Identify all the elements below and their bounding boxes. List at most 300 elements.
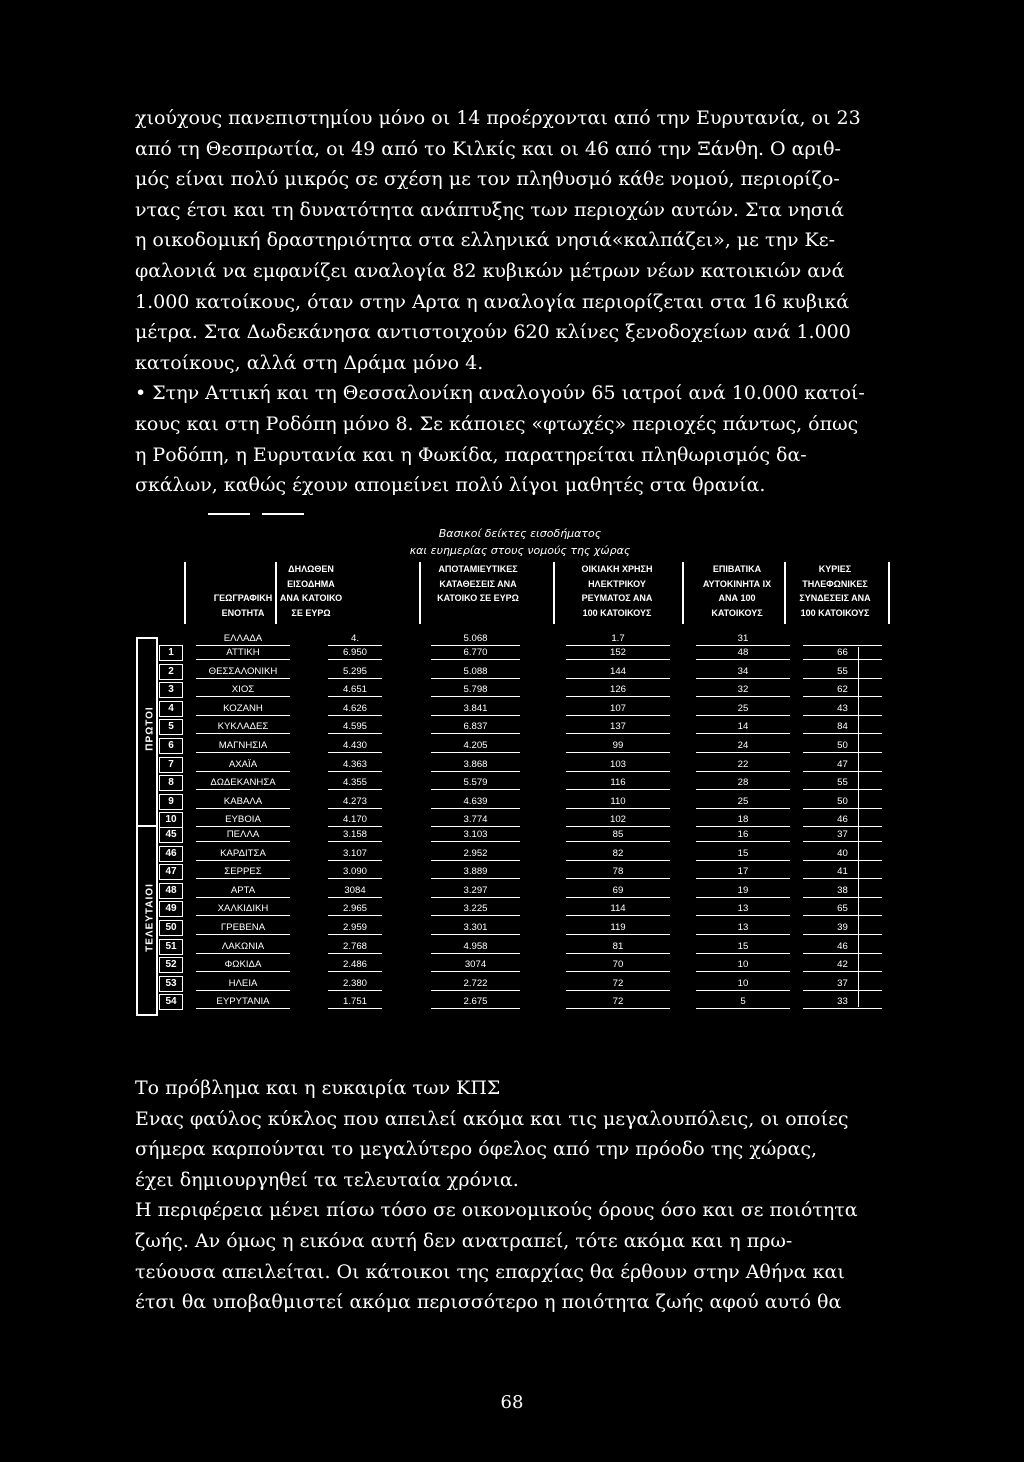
cell-underline — [328, 771, 382, 772]
cell-phones: 40 — [837, 847, 848, 859]
first-group-label: ΠΡΩΤΟΙ — [144, 706, 156, 751]
table-row — [140, 719, 870, 734]
cell-underline — [803, 789, 882, 790]
text-line: έτσι θα υποβαθμιστεί ακόμα περισσότερο η ποιότητα ζωής αφού αυτό θα — [135, 1291, 842, 1314]
table-row — [140, 939, 870, 954]
cell-income: 3084 — [344, 884, 366, 896]
rank-number: 4 — [159, 701, 183, 717]
cell-underline — [566, 934, 670, 935]
column-header-line: ΕΙΣΟΔΗΜΑ — [287, 578, 335, 589]
cell-income: 2.486 — [342, 959, 367, 971]
body-text-bottom — [135, 1073, 880, 1318]
cell-underline — [196, 990, 290, 991]
cell-underline — [431, 934, 520, 935]
cell-phones: 37 — [837, 977, 848, 989]
text-line: σκάλων, καθώς έχουν απομείνει πολύ λίγοι μαθητές στα θρανία. — [135, 474, 766, 497]
cell-underline — [196, 808, 290, 809]
rank-number: 3 — [159, 682, 183, 698]
cell-underline — [566, 878, 670, 879]
cell-cars: 5 — [740, 996, 746, 1008]
cell-electricity: 99 — [612, 740, 624, 751]
cell-underline — [431, 915, 520, 916]
cell-phones: 41 — [837, 866, 848, 878]
cell-cars: 19 — [737, 884, 749, 896]
cell-underline — [696, 678, 790, 679]
column-header-line: ΗΛΕΚΤΡΙΚΟΥ — [588, 578, 646, 589]
cell-underline — [566, 696, 670, 697]
rank-number: 10 — [159, 812, 183, 828]
rank-number: 1 — [159, 645, 183, 661]
cell-underline — [566, 752, 670, 753]
cell-savings: 2.952 — [463, 847, 488, 859]
rank-number: 6 — [159, 738, 183, 754]
rank-number: 8 — [159, 775, 183, 791]
rank-number: 53 — [159, 976, 183, 992]
column-header — [422, 562, 534, 606]
cell-underline — [196, 678, 290, 679]
cell-electricity: 85 — [612, 829, 624, 840]
cell-name: ΔΩΔΕΚΑΝΗΣΑ — [210, 777, 276, 789]
cell-savings: 3.889 — [463, 866, 488, 878]
cell-underline — [696, 934, 790, 935]
table-row — [140, 846, 870, 861]
column-divider — [682, 562, 684, 624]
text-line: η Ροδόπη, η Ευρυτανία και η Φωκίδα, παρατηρείται πληθωρισμός δα- — [135, 443, 807, 466]
cell-electricity: 107 — [609, 702, 626, 714]
cell-underline — [196, 752, 290, 753]
cell-cars: 25 — [737, 795, 749, 807]
cell-underline — [803, 678, 882, 679]
cell-income: 4.626 — [342, 702, 367, 714]
table-row — [140, 701, 870, 716]
cell-underline — [328, 990, 382, 991]
column-header-line: ΣΥΝΔΕΣΕΙΣ ΑΝΑ — [799, 593, 871, 603]
column-header-line: ΓΕΩΓΡΑΦΙΚΗ — [213, 593, 273, 603]
cell-electricity: 82 — [612, 847, 624, 859]
column-header-line: 100 ΚΑΤΟΙΚΟΥΣ — [800, 607, 870, 618]
cell-underline — [803, 971, 882, 972]
cell-name: ΛΑΚΩΝΙΑ — [221, 940, 265, 952]
page-number: 68 — [500, 1392, 524, 1413]
cell-phones: 46 — [837, 814, 848, 826]
cell-underline — [328, 897, 382, 898]
total-row — [140, 631, 870, 646]
text-line: μός είναι πολύ μικρός σε σχέση με τον πληθυσμό κάθε νομού, περιορίζο- — [135, 168, 840, 191]
cell-phones: 84 — [837, 721, 848, 733]
cell-underline — [431, 733, 520, 734]
cell-underline — [328, 678, 382, 679]
cell-underline — [328, 808, 382, 809]
cell-underline — [431, 771, 520, 772]
cell-cars: 10 — [737, 977, 749, 989]
cell-income: 2.768 — [342, 940, 367, 952]
cell-name: ΚΑΒΑΛΑ — [223, 795, 263, 807]
column-header-line: ΑΝΑ ΚΑΤΟΙΚΟ — [279, 593, 343, 603]
cell-underline — [696, 752, 790, 753]
cell-income: 4.170 — [342, 814, 367, 826]
cell-phones: 42 — [837, 959, 848, 971]
column-header — [685, 562, 789, 620]
cell-underline — [803, 953, 882, 954]
cell-cars: 17 — [737, 866, 749, 878]
cell-underline — [566, 678, 670, 679]
cell-income: 6.950 — [342, 647, 367, 658]
text-line: έχει δημιουργηθεί τα τελευταία χρόνια. — [135, 1168, 519, 1191]
cell-name: ΕΥΡΥΤΑΝΙΑ — [216, 996, 270, 1008]
table-row — [140, 864, 870, 879]
cell-underline — [566, 971, 670, 972]
text-line: σήμερα καρπούνται το μεγαλύτερο όφελος από την πρόοδο της χώρας, — [135, 1138, 818, 1161]
cell-savings: 3.774 — [463, 814, 488, 826]
cell-savings: 2.722 — [463, 977, 488, 989]
cell-underline — [696, 990, 790, 991]
cell-underline — [431, 860, 520, 861]
cell-underline — [696, 808, 790, 809]
rank-number: 49 — [159, 901, 183, 917]
cell-underline — [328, 696, 382, 697]
cell-savings: 5.798 — [463, 684, 488, 696]
cell-electricity: 144 — [609, 665, 626, 677]
cell-name: ΧΙΟΣ — [231, 684, 255, 696]
cell-savings: 6.770 — [463, 647, 488, 658]
column-header-line: ΣΕ ΕΥΡΩ — [291, 607, 331, 618]
table-row — [140, 775, 870, 790]
cell-underline — [803, 841, 882, 842]
cell-underline — [566, 897, 670, 898]
cell-phones: 50 — [837, 795, 848, 807]
text-line: μέτρα. Στα Δωδεκάνησα αντιστοιχούν 620 κλίνες ξενοδοχείων ανά 1.000 — [135, 321, 851, 344]
cell-underline — [696, 771, 790, 772]
text-line: ντας έτσι και τη δυνατότητα ανάπτυξης των περιοχών αυτών. Στα νησιά — [135, 198, 844, 221]
cell-underline — [803, 715, 882, 716]
table-row — [140, 757, 870, 772]
text-line: από τη Θεσπρωτία, οι 49 από το Κιλκίς και οι 46 από την Ξάνθη. Ο αριθ- — [135, 137, 841, 160]
rank-number: 45 — [159, 827, 183, 843]
cell-underline — [328, 841, 382, 842]
cell-underline — [196, 971, 290, 972]
column-header-line: ΚΥΡΙΕΣ — [818, 564, 852, 574]
rank-number: 48 — [159, 883, 183, 899]
column-divider — [419, 562, 421, 624]
cell-underline — [803, 752, 882, 753]
table-row — [140, 901, 870, 916]
cell-underline — [566, 1008, 670, 1009]
column-divider — [888, 562, 890, 624]
column-divider — [553, 562, 555, 624]
table-row — [140, 645, 870, 660]
cell-electricity: 78 — [612, 866, 624, 878]
cell-underline — [196, 733, 290, 734]
cell-electricity: 137 — [609, 721, 626, 733]
text-line: η οικοδομική δραστηριότητα στα ελληνικά νησιά«καλπάζει», με την Κε- — [135, 229, 835, 252]
column-header-line: ΚΑΤΟΙΚΟΥΣ — [711, 607, 763, 618]
cell-cars: 13 — [737, 903, 749, 915]
cell-underline — [328, 878, 382, 879]
table-row — [140, 812, 870, 827]
cell-cars: 32 — [737, 684, 749, 696]
cell-name: ΑΤΤΙΚΗ — [226, 647, 260, 658]
cell-underline — [328, 915, 382, 916]
cell-phones: 55 — [837, 777, 848, 789]
cell-underline — [196, 771, 290, 772]
cell-income: 3.090 — [342, 866, 367, 878]
column-header-line: ΑΝΑ 100 — [718, 593, 756, 603]
table-row — [140, 920, 870, 935]
cell-underline — [431, 752, 520, 753]
cell-electricity: 103 — [609, 758, 626, 770]
rank-number: 52 — [159, 957, 183, 973]
cell-underline — [696, 1008, 790, 1009]
column-divider — [184, 562, 186, 624]
cell-underline — [328, 1008, 382, 1009]
cell-underline — [566, 990, 670, 991]
cell-electricity: 70 — [612, 959, 624, 971]
cell-savings: 3.301 — [463, 922, 488, 933]
cell-underline — [803, 771, 882, 772]
cell-underline — [803, 696, 882, 697]
text-line: 1.000 κατοίκους, όταν στην Αρτα η αναλογία περιορίζεται στα 16 κυβικά — [135, 290, 850, 313]
cell-underline — [431, 953, 520, 954]
cell-phones: 47 — [837, 758, 848, 770]
cell-underline — [696, 878, 790, 879]
column-header-line: ΚΑΤΑΘΕΣΕΙΣ ΑΝΑ — [439, 578, 517, 589]
table-row — [140, 883, 870, 898]
cell-savings: 4.205 — [463, 740, 488, 751]
cell-underline — [566, 771, 670, 772]
cell-underline — [196, 659, 290, 660]
cell-electricity: 69 — [612, 884, 624, 896]
cell-underline — [696, 953, 790, 954]
cell-income: 4.363 — [342, 758, 367, 770]
cell-underline — [196, 934, 290, 935]
cell-underline — [196, 715, 290, 716]
cell-name: ΦΩΚΙΔΑ — [224, 959, 262, 971]
cell-underline — [431, 990, 520, 991]
cell-underline — [566, 860, 670, 861]
cell-income: 4.430 — [342, 740, 367, 751]
cell-underline — [328, 934, 382, 935]
text-line: κους και στη Ροδόπη μόνο 8. Σε κάποιες «φτωχές» περιοχές πάντως, όπως — [135, 412, 859, 435]
column-header-line: ΔΗΛΩΘΕΝ — [288, 564, 334, 574]
cell-income: 4.595 — [342, 721, 367, 733]
cell-underline — [696, 715, 790, 716]
cell-underline — [696, 733, 790, 734]
cell-underline — [803, 860, 882, 861]
decorative-dash — [262, 513, 304, 515]
cell-phones: 50 — [837, 740, 848, 751]
cell-underline — [803, 733, 882, 734]
cell-income: 4.273 — [342, 795, 367, 807]
cell-underline — [328, 659, 382, 660]
cell-underline — [328, 789, 382, 790]
cell-underline — [696, 841, 790, 842]
cell-income: 1.751 — [342, 996, 367, 1008]
cell-electricity: 72 — [612, 996, 624, 1008]
cell-savings: 6.837 — [463, 721, 488, 733]
column-header-line: ΡΕΥΜΑΤΟΣ ΑΝΑ — [581, 593, 653, 603]
cell-cars: 15 — [737, 847, 749, 859]
cell-underline — [196, 789, 290, 790]
cell-savings: 4.958 — [463, 940, 488, 952]
cell-underline — [196, 841, 290, 842]
cell-underline — [328, 860, 382, 861]
cell-phones: 37 — [837, 829, 848, 840]
cell-savings: 3.297 — [463, 884, 488, 896]
cell-underline — [566, 733, 670, 734]
cell-income: 4.355 — [342, 777, 367, 789]
table-subtitle: και ευημερίας στους νομούς της χώρας — [409, 544, 631, 557]
rank-number: 54 — [159, 994, 183, 1010]
column-header-line: ΕΠΙΒΑΤΙΚΑ — [712, 564, 762, 574]
cell-phones: 38 — [837, 884, 848, 896]
column-header-line: ΟΙΚΙΑΚΗ ΧΡΗΣΗ — [581, 564, 653, 574]
cell-phones: 65 — [837, 903, 848, 915]
cell-name: ΚΟΖΑΝΗ — [223, 702, 263, 714]
cell-underline — [328, 971, 382, 972]
cell-cars: 48 — [737, 647, 749, 658]
table-title: Βασικοί δείκτες εισοδήματος — [438, 527, 602, 540]
cell-income: 4. — [350, 633, 359, 644]
cell-name: ΑΧΑΪΑ — [228, 758, 258, 770]
cell-phones: 33 — [837, 996, 848, 1008]
cell-cars: 34 — [737, 665, 749, 677]
rank-number: 50 — [159, 920, 183, 936]
cell-underline — [566, 915, 670, 916]
cell-phones: 46 — [837, 940, 848, 952]
rank-number: 7 — [159, 757, 183, 773]
cell-income: 2.965 — [342, 903, 367, 915]
cell-name: ΧΑΛΚΙΔΙΚΗ — [217, 903, 269, 915]
cell-savings: 4.639 — [463, 795, 488, 807]
cell-electricity: 119 — [610, 922, 626, 933]
table-row — [140, 994, 870, 1009]
cell-underline — [696, 789, 790, 790]
text-line: • Στην Αττική και τη Θεσσαλονίκη αναλογούν 65 ιατροί ανά 10.000 κατοί- — [135, 382, 865, 405]
cell-underline — [803, 1008, 882, 1009]
table-right-edge — [858, 647, 859, 1007]
cell-income: 2.959 — [342, 922, 367, 933]
cell-savings: 3.225 — [463, 903, 488, 915]
cell-underline — [566, 808, 670, 809]
cell-name: ΣΕΡΡΕΣ — [224, 866, 262, 878]
rank-number: 9 — [159, 794, 183, 810]
column-header — [275, 562, 347, 620]
cell-electricity: 81 — [612, 940, 624, 952]
rank-number: 46 — [159, 846, 183, 862]
cell-savings: 3074 — [464, 959, 487, 971]
column-header-line: ΑΠΟΤΑΜΙΕΥΤΙΚΕΣ — [438, 564, 518, 574]
cell-underline — [431, 659, 520, 660]
cell-cars: 14 — [737, 721, 749, 733]
column-divider — [275, 562, 277, 624]
cell-underline — [196, 860, 290, 861]
cell-savings: 5.068 — [463, 633, 488, 644]
cell-electricity: 126 — [609, 684, 626, 696]
cell-underline — [566, 953, 670, 954]
decorative-dash — [208, 513, 250, 515]
section-heading: Το πρόβλημα και η ευκαιρία των ΚΠΣ — [135, 1077, 501, 1099]
rank-number: 51 — [159, 939, 183, 955]
column-header — [558, 562, 676, 620]
cell-cars: 10 — [737, 959, 749, 971]
cell-underline — [696, 860, 790, 861]
cell-underline — [566, 789, 670, 790]
text-line: τεύουσα απειλείται. Οι κάτοικοι της επαρχίας θα έρθουν στην Αθήνα και — [135, 1260, 845, 1283]
cell-underline — [328, 752, 382, 753]
cell-phones: 43 — [837, 702, 848, 714]
column-divider — [784, 562, 786, 624]
cell-name: ΑΡΤΑ — [230, 884, 256, 896]
cell-underline — [196, 897, 290, 898]
cell-income: 5.295 — [342, 665, 367, 677]
cell-underline — [431, 696, 520, 697]
cell-electricity: 114 — [610, 903, 626, 915]
rank-number: 47 — [159, 864, 183, 880]
text-line: ζωής. Αν όμως η εικόνα αυτή δεν ανατραπεί, τότε ακόμα και η πρω- — [135, 1229, 793, 1252]
table-row — [140, 738, 870, 753]
text-line: Ενας φαύλος κύκλος που απειλεί ακόμα και τις μεγαλουπόλεις, οι οποίες — [135, 1107, 849, 1130]
cell-underline — [196, 953, 290, 954]
cell-income: 3.158 — [342, 829, 367, 840]
cell-underline — [803, 808, 882, 809]
cell-electricity: 1.7 — [611, 633, 625, 644]
cell-name: ΚΥΚΛΑΔΕΣ — [217, 721, 269, 733]
cell-underline — [803, 897, 882, 898]
cell-cars: 18 — [737, 814, 749, 826]
cell-savings: 3.841 — [463, 702, 488, 714]
cell-cars: 28 — [737, 777, 749, 789]
column-header-line: ΕΝΟΤΗΤΑ — [221, 607, 265, 618]
cell-phones: 62 — [837, 684, 848, 696]
cell-income: 3.107 — [342, 847, 367, 859]
column-header-line: ΑΥΤΟΚΙΝΗΤΑ ΙΧ — [702, 578, 772, 589]
cell-underline — [431, 878, 520, 879]
cell-underline — [328, 715, 382, 716]
text-line: κατοίκους, αλλά στη Δράμα μόνο 4. — [135, 351, 484, 374]
cell-underline — [431, 971, 520, 972]
cell-electricity: 72 — [612, 977, 624, 989]
table-row — [140, 664, 870, 679]
cell-underline — [431, 841, 520, 842]
cell-electricity: 152 — [609, 647, 626, 658]
table-row — [140, 957, 870, 972]
column-header-line: ΤΗΛΕΦΩΝΙΚΕΣ — [802, 578, 868, 589]
cell-underline — [696, 971, 790, 972]
cell-electricity: 116 — [610, 777, 626, 789]
cell-underline — [566, 715, 670, 716]
text-line: φαλονιά να εμφανίζει αναλογία 82 κυβικών μέτρων νέων κατοικιών ανά — [135, 259, 845, 282]
cell-underline — [431, 1008, 520, 1009]
cell-savings: 3.103 — [463, 829, 488, 840]
column-header-line: 100 ΚΑΤΟΙΚΟΥΣ — [582, 607, 652, 618]
cell-income: 4.651 — [342, 684, 367, 696]
cell-underline — [803, 934, 882, 935]
cell-electricity: 102 — [609, 814, 626, 826]
text-line: χιούχους πανεπιστημίου μόνο οι 14 προέρχονται από την Ευρυτανία, οι 23 — [135, 107, 861, 129]
rank-number: 2 — [159, 664, 183, 680]
cell-underline — [696, 915, 790, 916]
cell-savings: 2.675 — [463, 996, 488, 1008]
cell-underline — [431, 715, 520, 716]
cell-underline — [431, 789, 520, 790]
cell-name: ΕΛΛΑΔΑ — [223, 633, 263, 644]
table-row — [140, 976, 870, 991]
cell-savings: 3.868 — [463, 758, 488, 770]
cell-savings: 5.579 — [463, 777, 488, 789]
table-row — [140, 682, 870, 697]
text-line: Η περιφέρεια μένει πίσω τόσο σε οικονομικούς όρους όσο και σε ποιότητα — [135, 1199, 858, 1222]
column-header — [787, 562, 883, 620]
